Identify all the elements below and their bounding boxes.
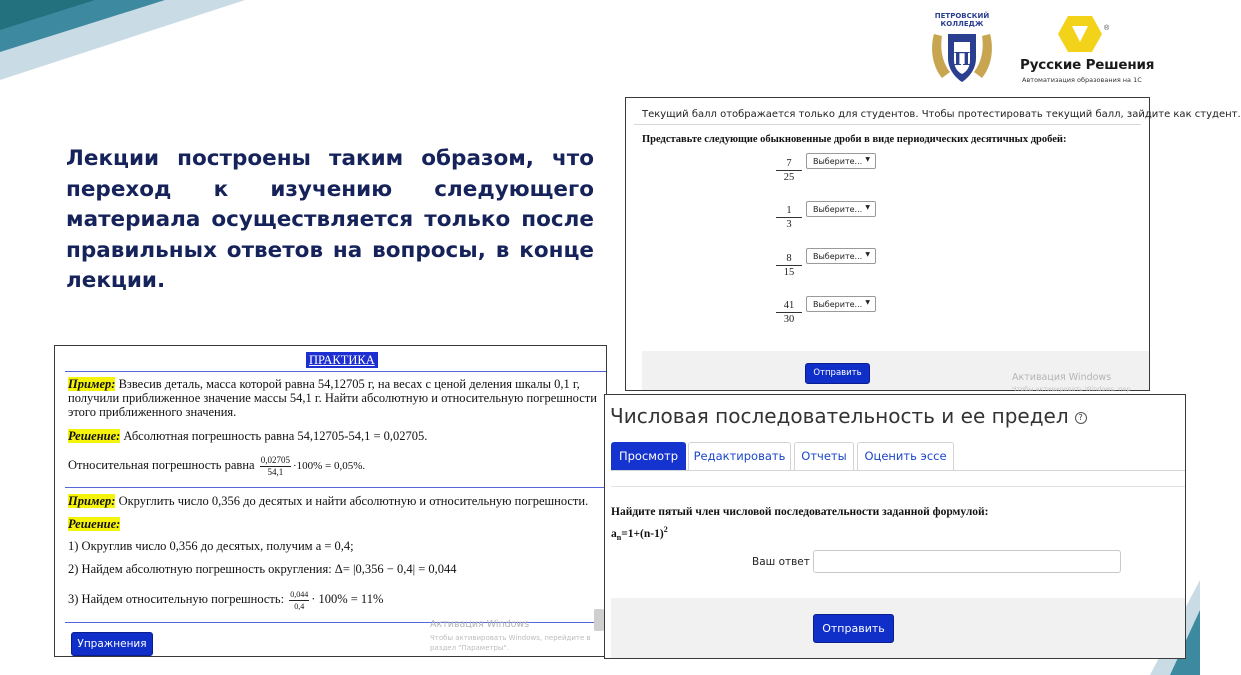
rr-tagline: Автоматизация образования на 1С	[1022, 76, 1142, 84]
divider	[611, 486, 1185, 487]
practice-title: ПРАКТИКА	[306, 352, 378, 368]
tab-reports[interactable]: Отчеты	[794, 442, 854, 470]
answer-select[interactable]: Выберите... ▼	[806, 296, 876, 312]
college-name: ПЕТРОВСКИЙ КОЛЛЕДЖ	[934, 12, 990, 28]
submit-button[interactable]: Отправить	[813, 614, 894, 643]
page-title: Числовая последовательность и ее предел ?	[610, 404, 1087, 428]
answer-select[interactable]: Выберите... ▼	[806, 248, 876, 264]
windows-activation-watermark: Активация Windows	[430, 619, 530, 630]
college-logo	[924, 12, 1000, 86]
caret-down-icon: ▼	[865, 156, 870, 163]
fraction: $\frac{41}{30}$	[776, 299, 802, 326]
fraction: $\frac{1}{3}$	[776, 204, 802, 231]
caret-down-icon: ▼	[865, 299, 870, 306]
tabs-underline	[611, 470, 1185, 471]
slide-heading: Лекции построены таким образом, что переход к изучению следующего материала осуществляется только после правильных ответов на вопросы, в конце лекции.	[66, 146, 594, 293]
windows-activation-hint: Чтобы активировать Windows, пер	[1012, 385, 1131, 393]
rr-company-name: Русские Решения	[1020, 57, 1155, 73]
step-2: 2) Найдем абсолютную погрешность округления: Δ= |0,356 − 0,4| = 0,044	[68, 562, 457, 576]
exercises-button[interactable]: Упражнения	[71, 632, 153, 656]
divider	[634, 124, 1141, 125]
example-2-text: Пример: Округлить число 0,356 до десятых и найти абсолютную и относительную погрешности.	[68, 494, 589, 508]
practice-panel	[54, 345, 607, 657]
example-1-line-2: получили приближенное значение массы 54,1 г. Найти абсолютную и относительную погрешности	[68, 391, 597, 405]
top-left-decoration	[0, 0, 260, 85]
solution-1: Решение: Абсолютная погрешность равна 54,12705-54,1 = 0,02705.	[68, 429, 428, 443]
sequence-formula: $a_n=1+(n-1)^2$	[611, 525, 668, 543]
submit-button[interactable]: Отправить	[805, 363, 870, 384]
answer-label: Ваш ответ	[752, 556, 810, 568]
fraction: $\frac{8}{15}$	[776, 252, 802, 279]
tab-grade-essay[interactable]: Оценить эссе	[857, 442, 954, 470]
divider	[65, 487, 606, 488]
example-1-line-3: этого приближенного значения.	[68, 405, 237, 419]
solution-2	[68, 517, 120, 532]
registered-mark: ®	[1104, 25, 1110, 32]
windows-activation-watermark: Активация Windows	[1012, 372, 1112, 383]
divider	[65, 371, 606, 372]
fraction: $\frac{0,02705}{54,1}$	[260, 454, 290, 477]
relative-error-line: Относительная погрешность равна $\frac{0,02705}{54,1}$ ·100% = 0,05%.	[68, 454, 366, 477]
step-1: 1) Округлив число 0,356 до десятых, получим а = 0,4;	[68, 539, 354, 553]
fraction: $\frac{7}{25}$	[776, 157, 802, 184]
form-footer	[611, 598, 1185, 658]
solution-label: Решение:	[68, 517, 121, 531]
scrollbar-thumb[interactable]	[594, 609, 604, 631]
score-notice: Текущий балл отображается только для студентов. Чтобы протестировать текущий балл, зайдите как студент.	[642, 109, 1241, 120]
example-label: Пример:	[68, 377, 116, 391]
tab-view[interactable]: Просмотр	[611, 442, 686, 470]
yellow-hexagon-icon	[1058, 14, 1102, 54]
quiz-question: Представьте следующие обыкновенные дроби в виде периодических десятичных дробей:	[642, 134, 1067, 145]
fraction: $\frac{0,044}{0,4}$	[290, 589, 309, 611]
step-3: 3) Найдем относительную погрешность: $\frac{0,044}{0,4}$ · 100% = 11%	[68, 589, 384, 611]
sequence-quiz-panel	[604, 394, 1186, 659]
question-text: Найдите пятый член числовой последовательности заданной формулой:	[611, 506, 989, 518]
solution-label: Решение:	[68, 429, 121, 443]
answer-input[interactable]	[813, 550, 1121, 573]
college-emblem-icon	[928, 28, 996, 86]
help-icon[interactable]: ?	[1075, 412, 1087, 424]
answer-select[interactable]: Выберите... ▼	[806, 153, 876, 169]
svg-text:П: П	[953, 49, 971, 70]
russkie-resheniya-logo	[1018, 12, 1158, 86]
example-1-text: Пример: Взвесив деталь, масса которой равна 54,12705 г, на весах с ценой деления шкалы 0,1 г,	[68, 377, 580, 391]
fractions-quiz-panel	[625, 97, 1241, 393]
caret-down-icon: ▼	[865, 204, 870, 211]
answer-select[interactable]: Выберите... ▼	[806, 201, 876, 217]
tab-edit[interactable]: Редактировать	[688, 442, 791, 470]
caret-down-icon: ▼	[865, 251, 870, 258]
example-label: Пример:	[68, 494, 116, 508]
windows-activation-hint: Чтобы активировать Windows, перейдите в раздел "Параметры".	[430, 634, 591, 652]
